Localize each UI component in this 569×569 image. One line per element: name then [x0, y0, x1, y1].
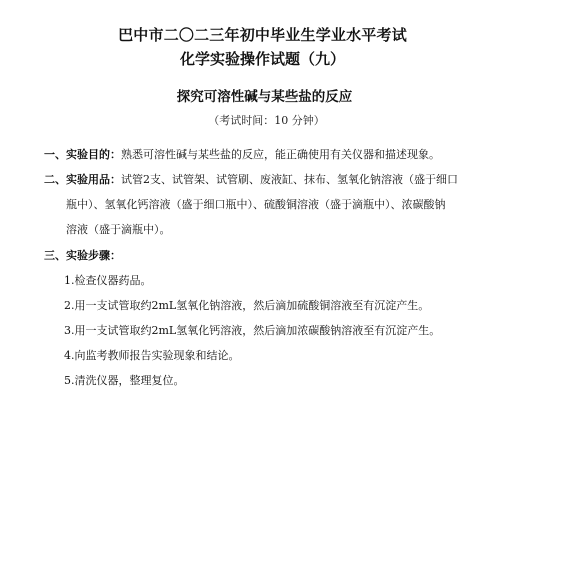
step-item: 1.检查仪器药品。: [64, 274, 152, 287]
exam-subtitle: 化学实验操作试题（九）: [179, 50, 345, 68]
materials-section: [44, 167, 458, 192]
step-item: 2.用一支试管取约2mL氢氧化钠溶液，然后滴加硫酸铜溶液至有沉淀产生。: [64, 299, 430, 312]
steps-list: [64, 268, 440, 393]
steps-heading: 三、实验步骤：: [44, 249, 121, 262]
steps-section: [44, 243, 121, 268]
materials-text-line3: 溶液（盛于滴瓶中）。: [66, 223, 171, 236]
materials-heading: 二、实验用品：: [44, 173, 121, 186]
step-item: 3.用一支试管取约2mL氢氧化钙溶液，然后滴加浓碳酸钠溶液至有沉淀产生。: [64, 324, 441, 337]
step-item: 4.向监考教师报告实验现象和结论。: [64, 349, 240, 362]
exam-title: 巴中市二〇二三年初中毕业生学业水平考试: [118, 26, 407, 44]
experiment-title: 探究可溶性碱与某些盐的反应: [176, 89, 353, 105]
step-item: 5.清洗仪器，整理复位。: [64, 374, 185, 387]
materials-text-line2: 瓶中）、氢氧化钙溶液（盛于细口瓶中）、硫酸铜溶液（盛于滴瓶中）、浓碳酸钠: [66, 198, 446, 211]
exam-time: （考试时间：10 分钟）: [208, 114, 325, 127]
purpose-heading: 一、实验目的：: [44, 148, 121, 161]
materials-text-line1: 试管2支、试管架、试管刷、废液缸、抹布、氢氧化钠溶液（盛于细口: [121, 173, 458, 186]
purpose-text: 熟悉可溶性碱与某些盐的反应，能正确使用有关仪器和描述现象。: [121, 148, 440, 161]
purpose-section: [44, 142, 440, 167]
